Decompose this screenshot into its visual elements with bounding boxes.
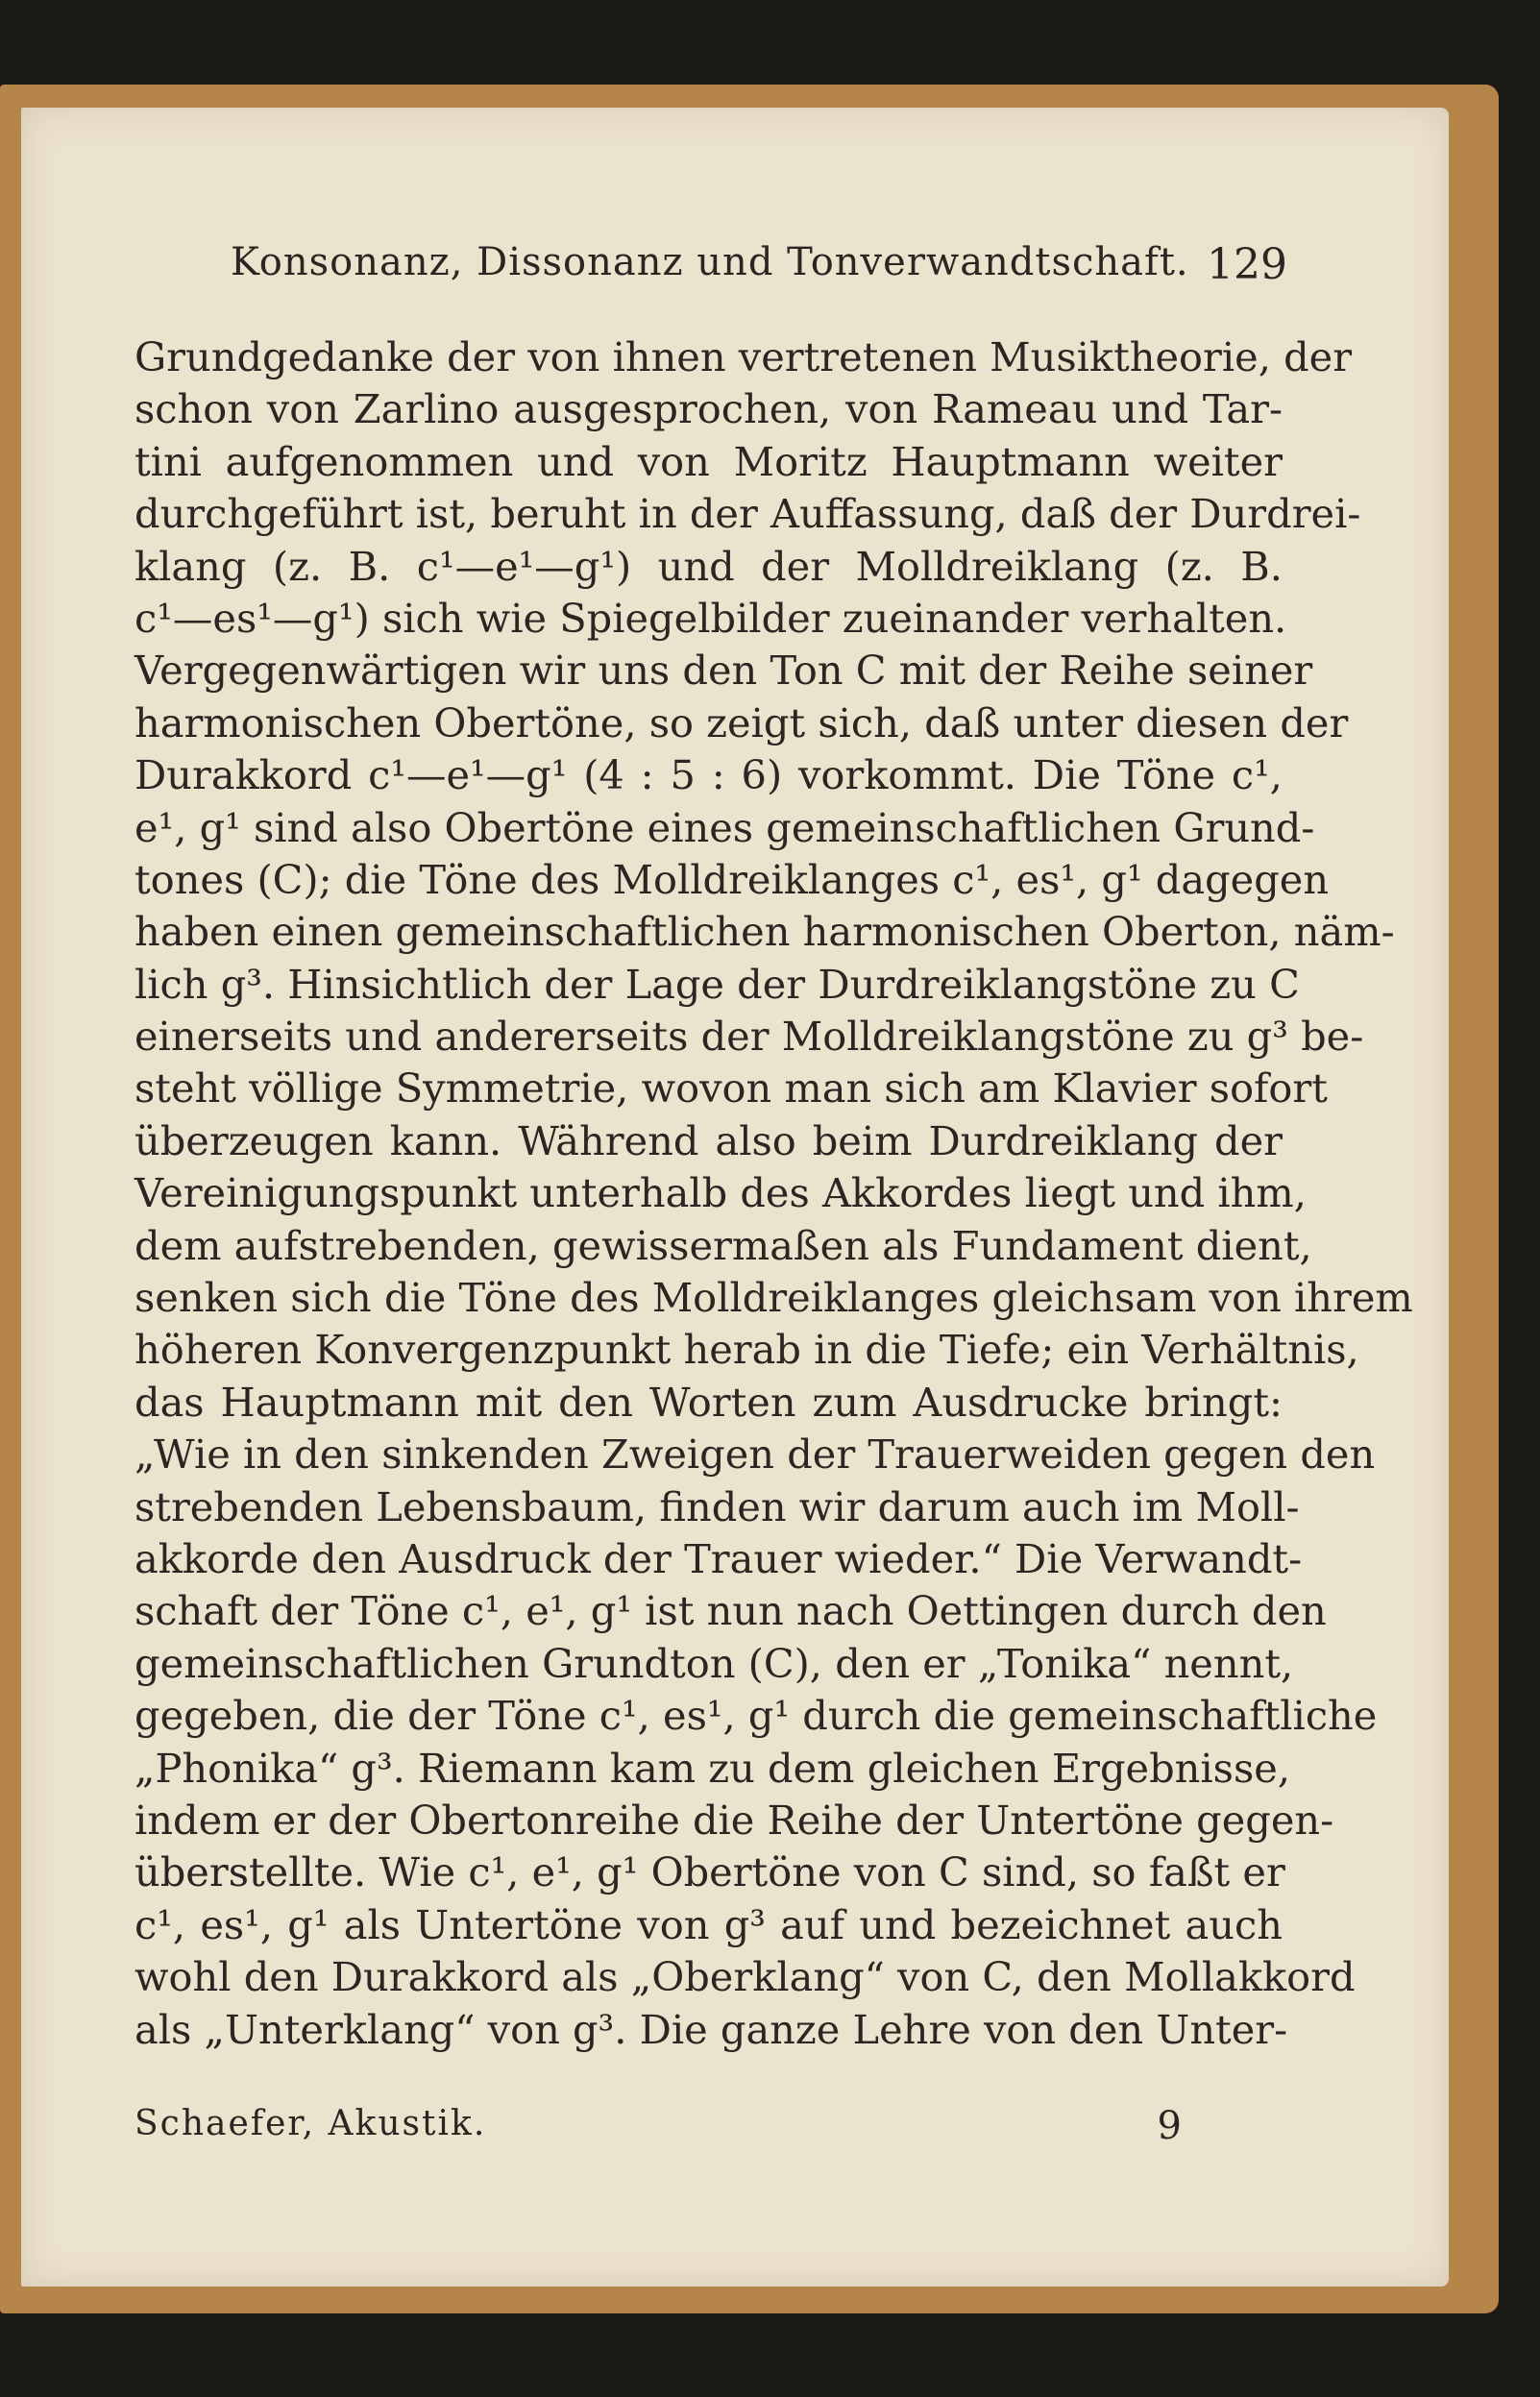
running-head-title: Konsonanz, Dissonanz und Tonverwandtschaft.: [231, 240, 1189, 284]
text-line: das Hauptmann mit den Worten zum Ausdrucke bringt:: [134, 1378, 1283, 1426]
text-line: überstellte. Wie c¹, e¹, g¹ Obertöne von C sind, so faßt er: [134, 1848, 1285, 1896]
body-text: [134, 331, 1413, 2056]
text-line: senken sich die Töne des Molldreiklanges gleichsam von ihrem: [134, 1274, 1413, 1322]
text-line: c¹—es¹—g¹) sich wie Spiegelbilder zueinander verhalten.: [134, 594, 1287, 642]
text-line: gemeinschaftlichen Grundton (C), den er „Tonika“ nennt,: [134, 1639, 1294, 1687]
text-line: lich g³. Hinsichtlich der Lage der Durdreiklangstöne zu C: [134, 960, 1300, 1008]
text-line: wohl den Durakkord als „Oberklang“ von C, den Mollakkord: [134, 1953, 1356, 2001]
text-line: c¹, es¹, g¹ als Untertöne von g³ auf und bezeichnet auch: [134, 1900, 1283, 1948]
text-line: durchgeführt ist, beruht in der Auffassung, daß der Durdrei-: [134, 490, 1361, 538]
text-line: Vergegenwärtigen wir uns den Ton C mit der Reihe seiner: [134, 647, 1313, 695]
text-line: einerseits und andererseits der Molldreiklangstöne zu g³ be-: [134, 1013, 1364, 1061]
text-line: akkorde den Ausdruck der Trauer wieder.“ Die Verwandt-: [134, 1534, 1303, 1582]
text-line: tones (C); die Töne des Molldreiklanges c¹, es¹, g¹ dagegen: [134, 855, 1330, 903]
text-line: Durakkord c¹—e¹—g¹ (4 : 5 : 6) vorkommt. Die Töne c¹,: [134, 751, 1283, 799]
text-line: indem er der Obertonreihe die Reihe der Untertöne gegen-: [134, 1796, 1334, 1844]
text-line: als „Unterklang“ von g³. Die ganze Lehre von den Unter-: [134, 2005, 1288, 2053]
text-line: höheren Konvergenzpunkt herab in die Tiefe; ein Verhältnis,: [134, 1326, 1359, 1374]
sheet-number: 9: [1157, 2104, 1182, 2148]
text-line: tini aufgenommen und von Moritz Hauptmann weiter: [134, 437, 1283, 485]
running-head: [207, 240, 1287, 298]
footer-signature: Schaefer, Akustik.: [134, 2104, 487, 2143]
text-line: „Wie in den sinkenden Zweigen der Trauerweiden gegen den: [134, 1431, 1376, 1479]
text-line: strebenden Lebensbaum, finden wir darum auch im Moll-: [134, 1482, 1300, 1530]
text-line: Vereinigungspunkt unterhalb des Akkordes liegt und ihm,: [134, 1169, 1307, 1217]
text-line: e¹, g¹ sind also Obertöne eines gemeinschaftlichen Grund-: [134, 803, 1315, 851]
text-line: steht völlige Symmetrie, wovon man sich am Klavier sofort: [134, 1064, 1328, 1113]
text-line: klang (z. B. c¹—e¹—g¹) und der Molldreiklang (z. B.: [134, 542, 1283, 590]
text-line: überzeugen kann. Während also beim Durdreiklang der: [134, 1116, 1283, 1164]
text-line: harmonischen Obertöne, so zeigt sich, daß unter diesen der: [134, 698, 1349, 746]
text-line: schaft der Töne c¹, e¹, g¹ ist nun nach Oettingen durch den: [134, 1587, 1327, 1635]
text-line: dem aufstrebenden, gewissermaßen als Fundament dient,: [134, 1221, 1312, 1269]
text-line: Grundgedanke der von ihnen vertretenen Musiktheorie, der: [134, 333, 1353, 380]
text-line: schon von Zarlino ausgesprochen, von Rameau und Tar-: [134, 385, 1283, 433]
text-line: haben einen gemeinschaftlichen harmonischen Oberton, näm-: [134, 908, 1395, 956]
page-footer: [134, 2104, 1182, 2152]
text-line: „Phonika“ g³. Riemann kam zu dem gleichen Ergebnisse,: [134, 1744, 1291, 1792]
page-number: 129: [1207, 240, 1287, 289]
text-line: gegeben, die der Töne c¹, es¹, g¹ durch die gemeinschaftliche: [134, 1692, 1378, 1740]
